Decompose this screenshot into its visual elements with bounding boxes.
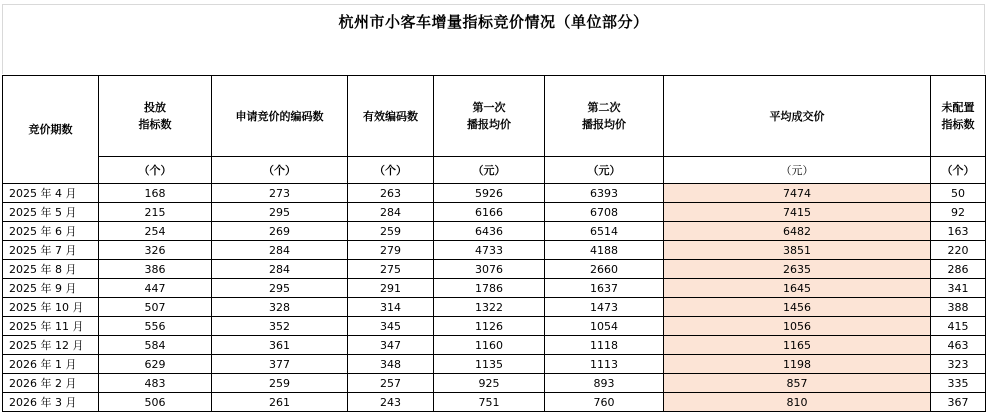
first-price-cell: 925	[434, 374, 545, 393]
col-header-period: 竞价期数	[3, 76, 99, 184]
unallocated-cell: 388	[931, 298, 986, 317]
unit-cell: （个）	[99, 157, 212, 184]
quota-cell: 386	[99, 260, 212, 279]
avg-price-cell: 7415	[664, 203, 931, 222]
unit-cell: （个）	[931, 157, 986, 184]
period-cell: 2025 年 11 月	[3, 317, 99, 336]
avg-price-cell: 3851	[664, 241, 931, 260]
period-cell: 2025 年 10 月	[3, 298, 99, 317]
applied-cell: 273	[212, 184, 348, 203]
unallocated-cell: 92	[931, 203, 986, 222]
quota-cell: 507	[99, 298, 212, 317]
avg-price-cell: 810	[664, 393, 931, 412]
valid-cell: 275	[348, 260, 434, 279]
quota-cell: 483	[99, 374, 212, 393]
avg-price-cell: 2635	[664, 260, 931, 279]
first-price-cell: 6166	[434, 203, 545, 222]
quota-cell: 447	[99, 279, 212, 298]
second-price-cell: 893	[545, 374, 664, 393]
first-price-cell: 1160	[434, 336, 545, 355]
bidding-table	[2, 75, 986, 412]
valid-cell: 284	[348, 203, 434, 222]
first-price-cell: 1322	[434, 298, 545, 317]
period-cell: 2025 年 9 月	[3, 279, 99, 298]
unallocated-cell: 335	[931, 374, 986, 393]
col-header-quota: 投放 指标数	[99, 76, 212, 157]
table-row	[3, 374, 986, 393]
valid-cell: 243	[348, 393, 434, 412]
unallocated-cell: 463	[931, 336, 986, 355]
second-price-cell: 1113	[545, 355, 664, 374]
second-price-cell: 2660	[545, 260, 664, 279]
period-cell: 2026 年 2 月	[3, 374, 99, 393]
col-header-valid-codes: 有效编码数	[348, 76, 434, 157]
second-price-cell: 1118	[545, 336, 664, 355]
avg-price-cell: 6482	[664, 222, 931, 241]
valid-cell: 263	[348, 184, 434, 203]
unallocated-cell: 220	[931, 241, 986, 260]
table-row	[3, 241, 986, 260]
avg-price-cell: 1645	[664, 279, 931, 298]
table-row	[3, 336, 986, 355]
unit-cell: （元）	[434, 157, 545, 184]
unallocated-cell: 50	[931, 184, 986, 203]
first-price-cell: 751	[434, 393, 545, 412]
unallocated-cell: 341	[931, 279, 986, 298]
valid-cell: 259	[348, 222, 434, 241]
table-row	[3, 203, 986, 222]
applied-cell: 361	[212, 336, 348, 355]
valid-cell: 345	[348, 317, 434, 336]
col-header-unallocated: 未配置 指标数	[931, 76, 986, 157]
table-row	[3, 355, 986, 374]
table-row	[3, 298, 986, 317]
table-row	[3, 317, 986, 336]
avg-price-cell: 1456	[664, 298, 931, 317]
period-cell: 2026 年 1 月	[3, 355, 99, 374]
table-row	[3, 393, 986, 412]
applied-cell: 295	[212, 203, 348, 222]
table-row	[3, 260, 986, 279]
first-price-cell: 1126	[434, 317, 545, 336]
quota-cell: 326	[99, 241, 212, 260]
first-price-cell: 4733	[434, 241, 545, 260]
valid-cell: 348	[348, 355, 434, 374]
period-cell: 2026 年 3 月	[3, 393, 99, 412]
first-price-cell: 3076	[434, 260, 545, 279]
first-price-cell: 6436	[434, 222, 545, 241]
avg-price-cell: 857	[664, 374, 931, 393]
period-cell: 2025 年 7 月	[3, 241, 99, 260]
header-row	[3, 76, 986, 157]
valid-cell: 291	[348, 279, 434, 298]
second-price-cell: 1054	[545, 317, 664, 336]
avg-price-cell: 1198	[664, 355, 931, 374]
applied-cell: 295	[212, 279, 348, 298]
unit-cell: （元）	[545, 157, 664, 184]
unallocated-cell: 323	[931, 355, 986, 374]
valid-cell: 257	[348, 374, 434, 393]
quota-cell: 584	[99, 336, 212, 355]
valid-cell: 347	[348, 336, 434, 355]
col-header-second-price: 第二次 播报均价	[545, 76, 664, 157]
unallocated-cell: 367	[931, 393, 986, 412]
second-price-cell: 760	[545, 393, 664, 412]
unit-cell: （个）	[212, 157, 348, 184]
unallocated-cell: 286	[931, 260, 986, 279]
quota-cell: 506	[99, 393, 212, 412]
valid-cell: 279	[348, 241, 434, 260]
second-price-cell: 6708	[545, 203, 664, 222]
second-price-cell: 6393	[545, 184, 664, 203]
valid-cell: 314	[348, 298, 434, 317]
period-cell: 2025 年 12 月	[3, 336, 99, 355]
second-price-cell: 1637	[545, 279, 664, 298]
applied-cell: 377	[212, 355, 348, 374]
unit-cell: （个）	[348, 157, 434, 184]
applied-cell: 328	[212, 298, 348, 317]
quota-cell: 556	[99, 317, 212, 336]
applied-cell: 261	[212, 393, 348, 412]
table-body	[3, 184, 986, 412]
first-price-cell: 1135	[434, 355, 545, 374]
avg-price-cell: 1165	[664, 336, 931, 355]
first-price-cell: 1786	[434, 279, 545, 298]
quota-cell: 629	[99, 355, 212, 374]
table-row	[3, 184, 986, 203]
period-cell: 2025 年 8 月	[3, 260, 99, 279]
table-row	[3, 279, 986, 298]
period-cell: 2025 年 5 月	[3, 203, 99, 222]
first-price-cell: 5926	[434, 184, 545, 203]
col-header-avg-price: 平均成交价	[664, 76, 931, 157]
col-header-applied-codes: 申请竞价的编码数	[212, 76, 348, 157]
applied-cell: 284	[212, 260, 348, 279]
quota-cell: 215	[99, 203, 212, 222]
avg-price-cell: 7474	[664, 184, 931, 203]
avg-price-cell: 1056	[664, 317, 931, 336]
second-price-cell: 6514	[545, 222, 664, 241]
quota-cell: 254	[99, 222, 212, 241]
quota-cell: 168	[99, 184, 212, 203]
unallocated-cell: 163	[931, 222, 986, 241]
unallocated-cell: 415	[931, 317, 986, 336]
unit-row	[3, 157, 986, 184]
title-area	[2, 4, 985, 74]
second-price-cell: 1473	[545, 298, 664, 317]
col-header-first-price: 第一次 播报均价	[434, 76, 545, 157]
second-price-cell: 4188	[545, 241, 664, 260]
table-title: 杭州市小客车增量指标竞价情况（单位部分）	[338, 13, 649, 31]
table-row	[3, 222, 986, 241]
applied-cell: 269	[212, 222, 348, 241]
applied-cell: 284	[212, 241, 348, 260]
unit-cell: （元）	[664, 157, 931, 184]
applied-cell: 352	[212, 317, 348, 336]
period-cell: 2025 年 6 月	[3, 222, 99, 241]
period-cell: 2025 年 4 月	[3, 184, 99, 203]
applied-cell: 259	[212, 374, 348, 393]
